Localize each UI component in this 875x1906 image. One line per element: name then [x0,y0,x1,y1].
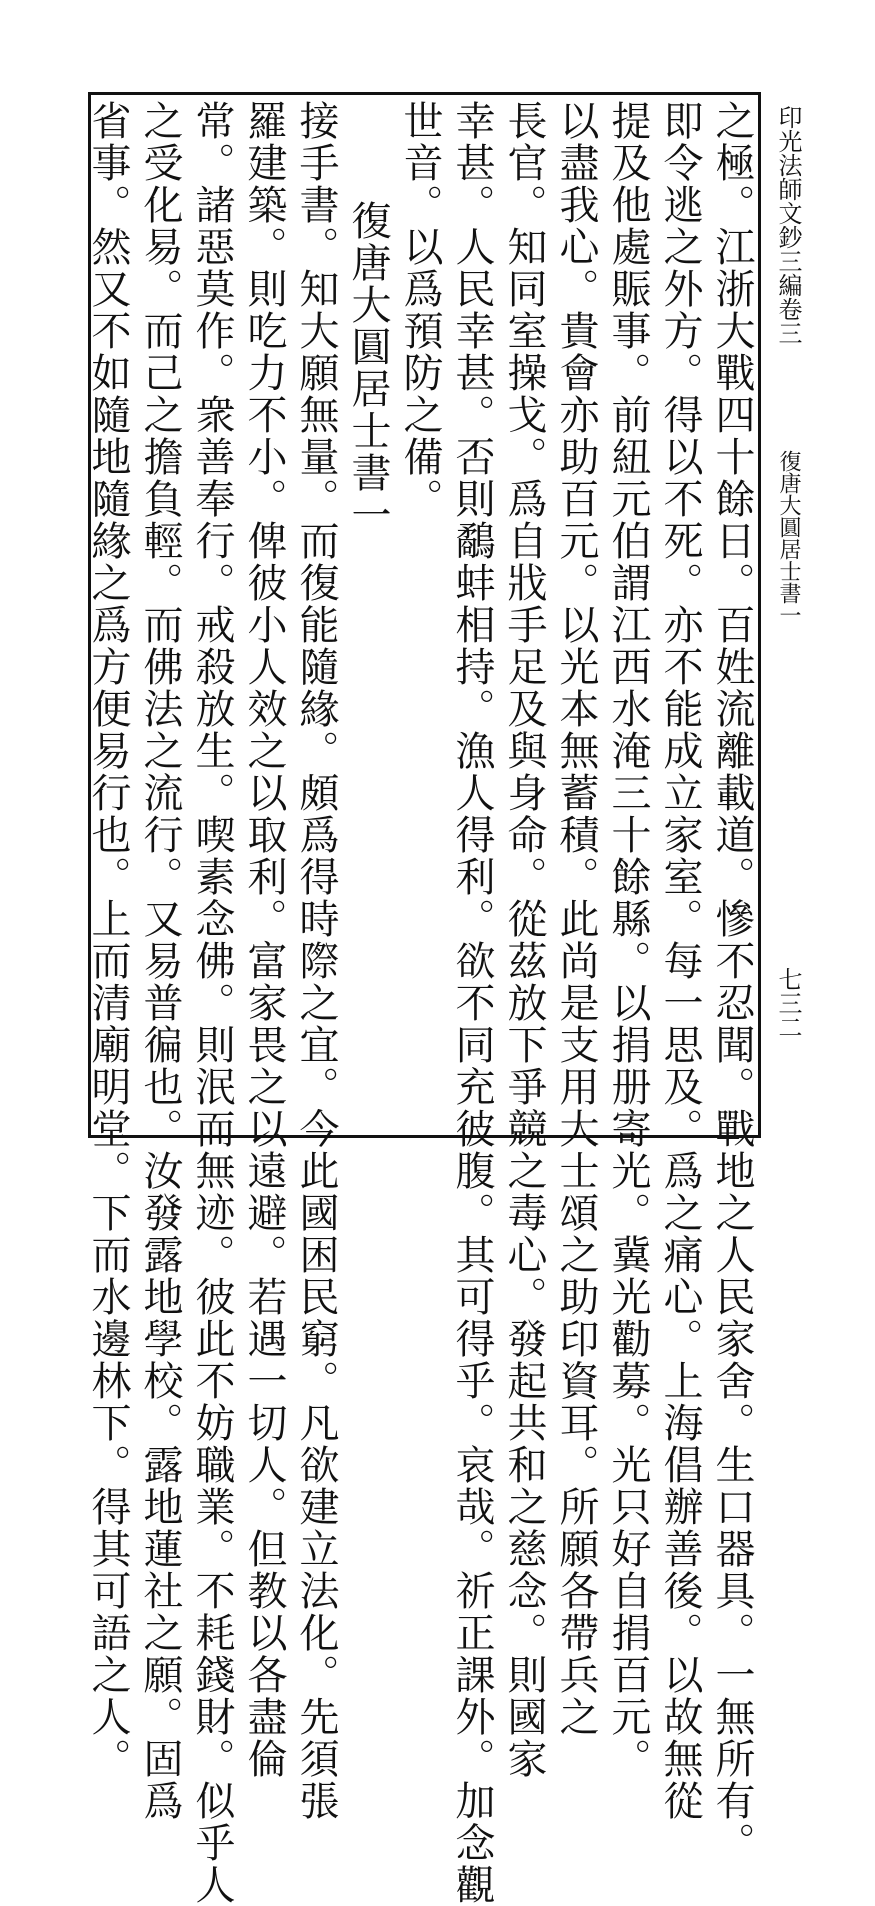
text-column: 幸甚。人民幸甚。否則鷸蚌相持。漁人得利。欲不同充彼腹。其可得乎。哀哉。祈正課外。加念觀 [449,100,495,1906]
body-text [82,100,758,1906]
text-column: 以盡我心。貴會亦助百元。以光本無蓄積。此尚是支用大士頌之助印資耳。所願各帶兵之 [553,100,599,1738]
text-column: 長官。知同室操戈。爲自戕手足及與身命。從茲放下爭競之毒心。發起共和之慈念。則國家 [501,100,547,1780]
header-rule [758,92,761,1138]
page-number: 七三二 [774,967,802,1039]
text-column: 省事。然又不如隨地隨緣之爲方便易行也。上而清廟明堂。下而水邊林下。得其可語之人。 [85,100,131,1780]
book-title: 印光法師文鈔三編卷三 [774,105,802,345]
text-column: 之受化易。而己之擔負輕。而佛法之流行。又易普徧也。汝發露地學校。露地蓮社之願。固爲 [137,100,183,1822]
section-title: 復唐大圓居士書一 [776,450,801,626]
text-column: 接手書。知大願無量。而復能隨緣。頗爲得時際之宜。今此國困民窮。凡欲建立法化。先須張 [293,100,339,1822]
text-column: 常。諸惡莫作。衆善奉行。戒殺放生。喫素念佛。則泯而無迹。彼此不妨職業。不耗錢財。似乎人 [189,100,235,1906]
running-head [768,105,804,1145]
text-column: 羅建築。則吃力不小。俾彼小人效之以取利。富家畏之以遠避。若遇一切人。但教以各盡倫 [241,100,287,1780]
text-column: 世音。以爲預防之備。 [397,100,443,520]
letter-title: 復唐大圓居士書一 [345,200,391,536]
text-column: 之極。江浙大戰四十餘日。百姓流離載道。慘不忍聞。戰地之人民家舍。生口器具。一無所有。 [709,100,755,1864]
text-column: 提及他處賑事。前紐元伯謂江西水淹三十餘縣。以捐册寄光。冀光勸募。光只好自捐百元。 [605,100,651,1780]
text-column: 即令逃之外方。得以不死。亦不能成立家室。每一思及。爲之痛心。上海倡辦善後。以故無從 [657,100,703,1822]
